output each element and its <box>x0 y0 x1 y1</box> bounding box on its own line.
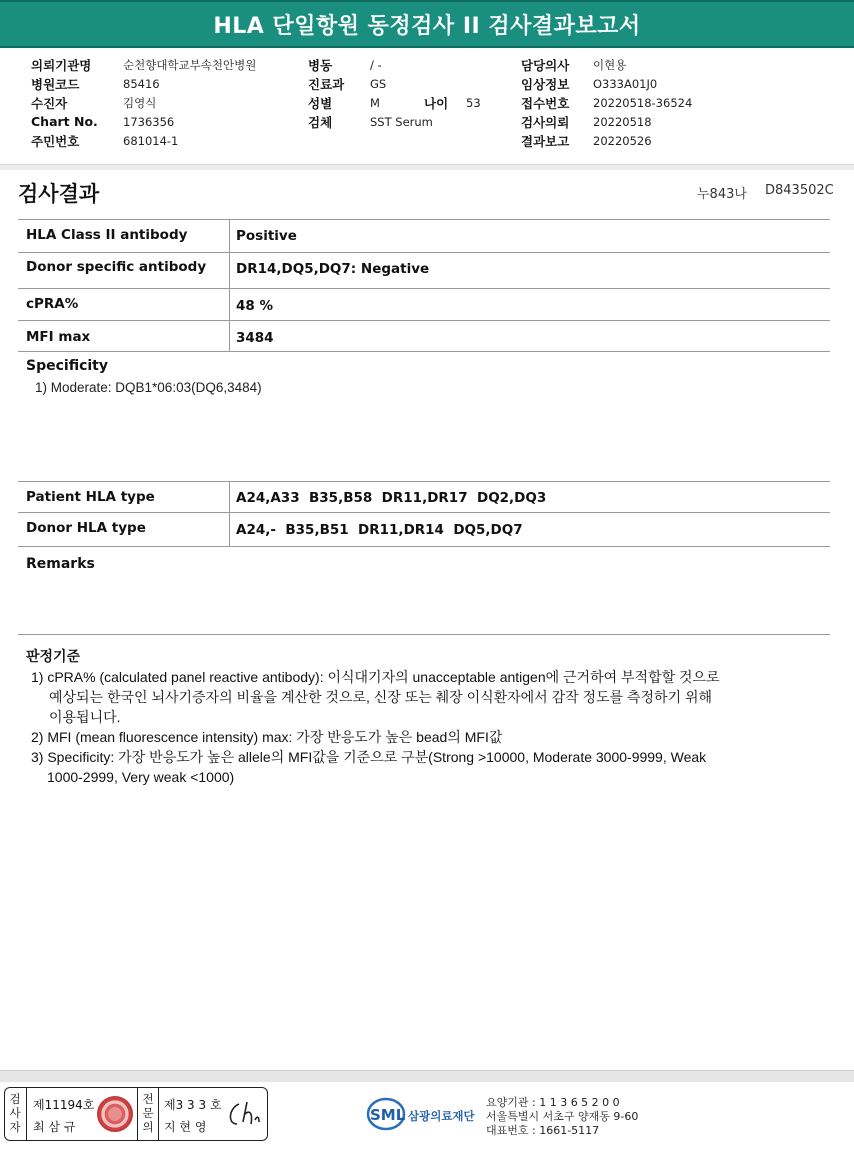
footer-divider <box>0 1070 854 1082</box>
contact-line: 대표번호 : 1661-5117 <box>486 1124 600 1137</box>
info-value-request-date: 20220518 <box>593 114 652 129</box>
specialist-name: 지 현 영 <box>164 1120 207 1134</box>
result-label-hla-class-ii: HLA Class II antibody <box>26 227 188 243</box>
info-label-resident-no: 주민번호 <box>31 133 80 149</box>
info-label-sex: 성별 <box>308 95 333 111</box>
hla-value-donor: A24,- B35,B51 DR11,DR14 DQ5,DQ7 <box>236 522 523 538</box>
header-divider <box>0 164 854 170</box>
logo-text: SML <box>370 1106 406 1124</box>
info-label-hospital-code: 병원코드 <box>31 76 80 92</box>
report-code-b: D843502C <box>765 183 834 198</box>
info-value-receipt-no: 20220518-36524 <box>593 95 693 110</box>
remarks-title: Remarks <box>26 556 95 572</box>
info-value-resident-no: 681014-1 <box>123 133 179 148</box>
table-rule <box>18 252 830 253</box>
table-rule <box>18 351 830 352</box>
table-column-divider <box>229 481 230 546</box>
remarks-rule <box>18 634 830 635</box>
info-label-request-date: 검사의뢰 <box>521 114 570 130</box>
result-label-dsa: Donor specific antibody <box>26 259 207 275</box>
info-label-age: 나이 <box>424 95 449 111</box>
table-rule <box>18 512 830 513</box>
specificity-title: Specificity <box>26 358 108 374</box>
sml-logo <box>366 1094 478 1134</box>
info-value-doctor: 이현용 <box>593 57 627 72</box>
criteria-list <box>31 667 720 787</box>
info-value-patient: 김영식 <box>123 95 157 110</box>
hla-label-patient: Patient HLA type <box>26 489 155 505</box>
info-label-receipt-no: 접수번호 <box>521 95 570 111</box>
info-label-chart-no: Chart No. <box>31 114 98 129</box>
examiner-name: 최 삼 규 <box>33 1120 76 1134</box>
info-value-ward: / - <box>370 57 382 72</box>
criteria-title: 판정기준 <box>26 649 81 665</box>
table-rule <box>18 219 830 220</box>
table-rule <box>18 481 830 482</box>
info-value-clinical-info: O333A01J0 <box>593 76 658 91</box>
signature-box <box>4 1087 268 1141</box>
info-value-specimen: SST Serum <box>370 114 433 129</box>
criteria-line: 1) cPRA% (calculated panel reactive antibody): 이식대기자의 unacceptable antigen에 근거하여 부적합할 것으로 <box>31 669 720 685</box>
report-title: HLA 단일항원 동정검사 II 검사결과보고서 <box>0 0 854 48</box>
results-title: 검사결과 <box>18 182 100 206</box>
org-name: 삼광의료재단 <box>408 1109 475 1123</box>
table-rule <box>18 288 830 289</box>
patient-info-col3 <box>521 55 692 150</box>
info-value-report-date: 20220526 <box>593 133 652 148</box>
info-label-doctor: 담당의사 <box>521 57 570 73</box>
report-code-a: 누843나 <box>697 187 747 202</box>
contact-line: 요양기관 : 1 1 3 6 5 2 0 0 <box>486 1096 620 1109</box>
patient-info-col1 <box>31 55 256 150</box>
info-label-institution: 의뢰기관명 <box>31 57 92 73</box>
info-label-specimen: 검체 <box>308 114 333 130</box>
criteria-line: 예상되는 한국인 뇌사기증자의 비율을 계산한 것으로, 신장 또는 췌장 이식환자에서 감작 정도를 측정하기 위해 <box>49 689 713 705</box>
result-label-mfi-max: MFI max <box>26 329 91 345</box>
table-rule <box>18 320 830 321</box>
info-value-chart-no: 1736356 <box>123 114 175 129</box>
result-value-mfi-max: 3484 <box>236 330 274 346</box>
examiner-license: 제11194호 <box>33 1098 95 1112</box>
signature-handwriting <box>225 1098 265 1130</box>
table-rule <box>18 546 830 547</box>
official-seal <box>97 1096 133 1132</box>
info-label-ward: 병동 <box>308 57 333 73</box>
info-label-report-date: 결과보고 <box>521 133 570 149</box>
hla-value-patient: A24,A33 B35,B58 DR11,DR17 DQ2,DQ3 <box>236 490 547 506</box>
examiner-role-label: 검 사 자 <box>9 1092 21 1134</box>
info-label-patient: 수진자 <box>31 95 68 111</box>
info-label-clinical-info: 임상정보 <box>521 76 570 92</box>
criteria-line: 이용됩니다. <box>49 709 121 725</box>
criteria-line: 3) Specificity: 가장 반응도가 높은 allele의 MFI값을 기준으로 구분(Strong >10000, Moderate 3000-9999, Weak <box>31 749 707 765</box>
info-value-age: 53 <box>466 95 481 110</box>
info-value-hospital-code: 85416 <box>123 76 160 91</box>
info-value-department: GS <box>370 76 387 91</box>
result-value-cpra: 48 % <box>236 298 274 314</box>
contact-info <box>486 1096 638 1138</box>
contact-line: 서울특별시 서초구 양재동 9-60 <box>486 1110 639 1123</box>
info-value-sex: M <box>370 95 380 110</box>
info-value-institution: 순천향대학교부속천안병원 <box>123 57 257 72</box>
result-value-dsa: DR14,DQ5,DQ7: Negative <box>236 261 430 277</box>
info-label-department: 진료과 <box>308 76 345 92</box>
hla-label-donor: Donor HLA type <box>26 520 146 536</box>
specialist-role-label: 전 문 의 <box>142 1092 154 1134</box>
result-label-cpra: cPRA% <box>26 296 79 312</box>
criteria-line: 1000-2999, Very weak <1000) <box>47 769 235 785</box>
patient-info-col2 <box>308 55 481 131</box>
criteria-line: 2) MFI (mean fluorescence intensity) max: 가장 반응도가 높은 bead의 MFI값 <box>31 729 503 745</box>
table-column-divider <box>229 219 230 351</box>
specialist-license: 제3 3 3 호 <box>164 1098 222 1112</box>
result-value-hla-class-ii: Positive <box>236 228 297 244</box>
specificity-item: 1) Moderate: DQB1*06:03(DQ6,3484) <box>35 380 262 395</box>
